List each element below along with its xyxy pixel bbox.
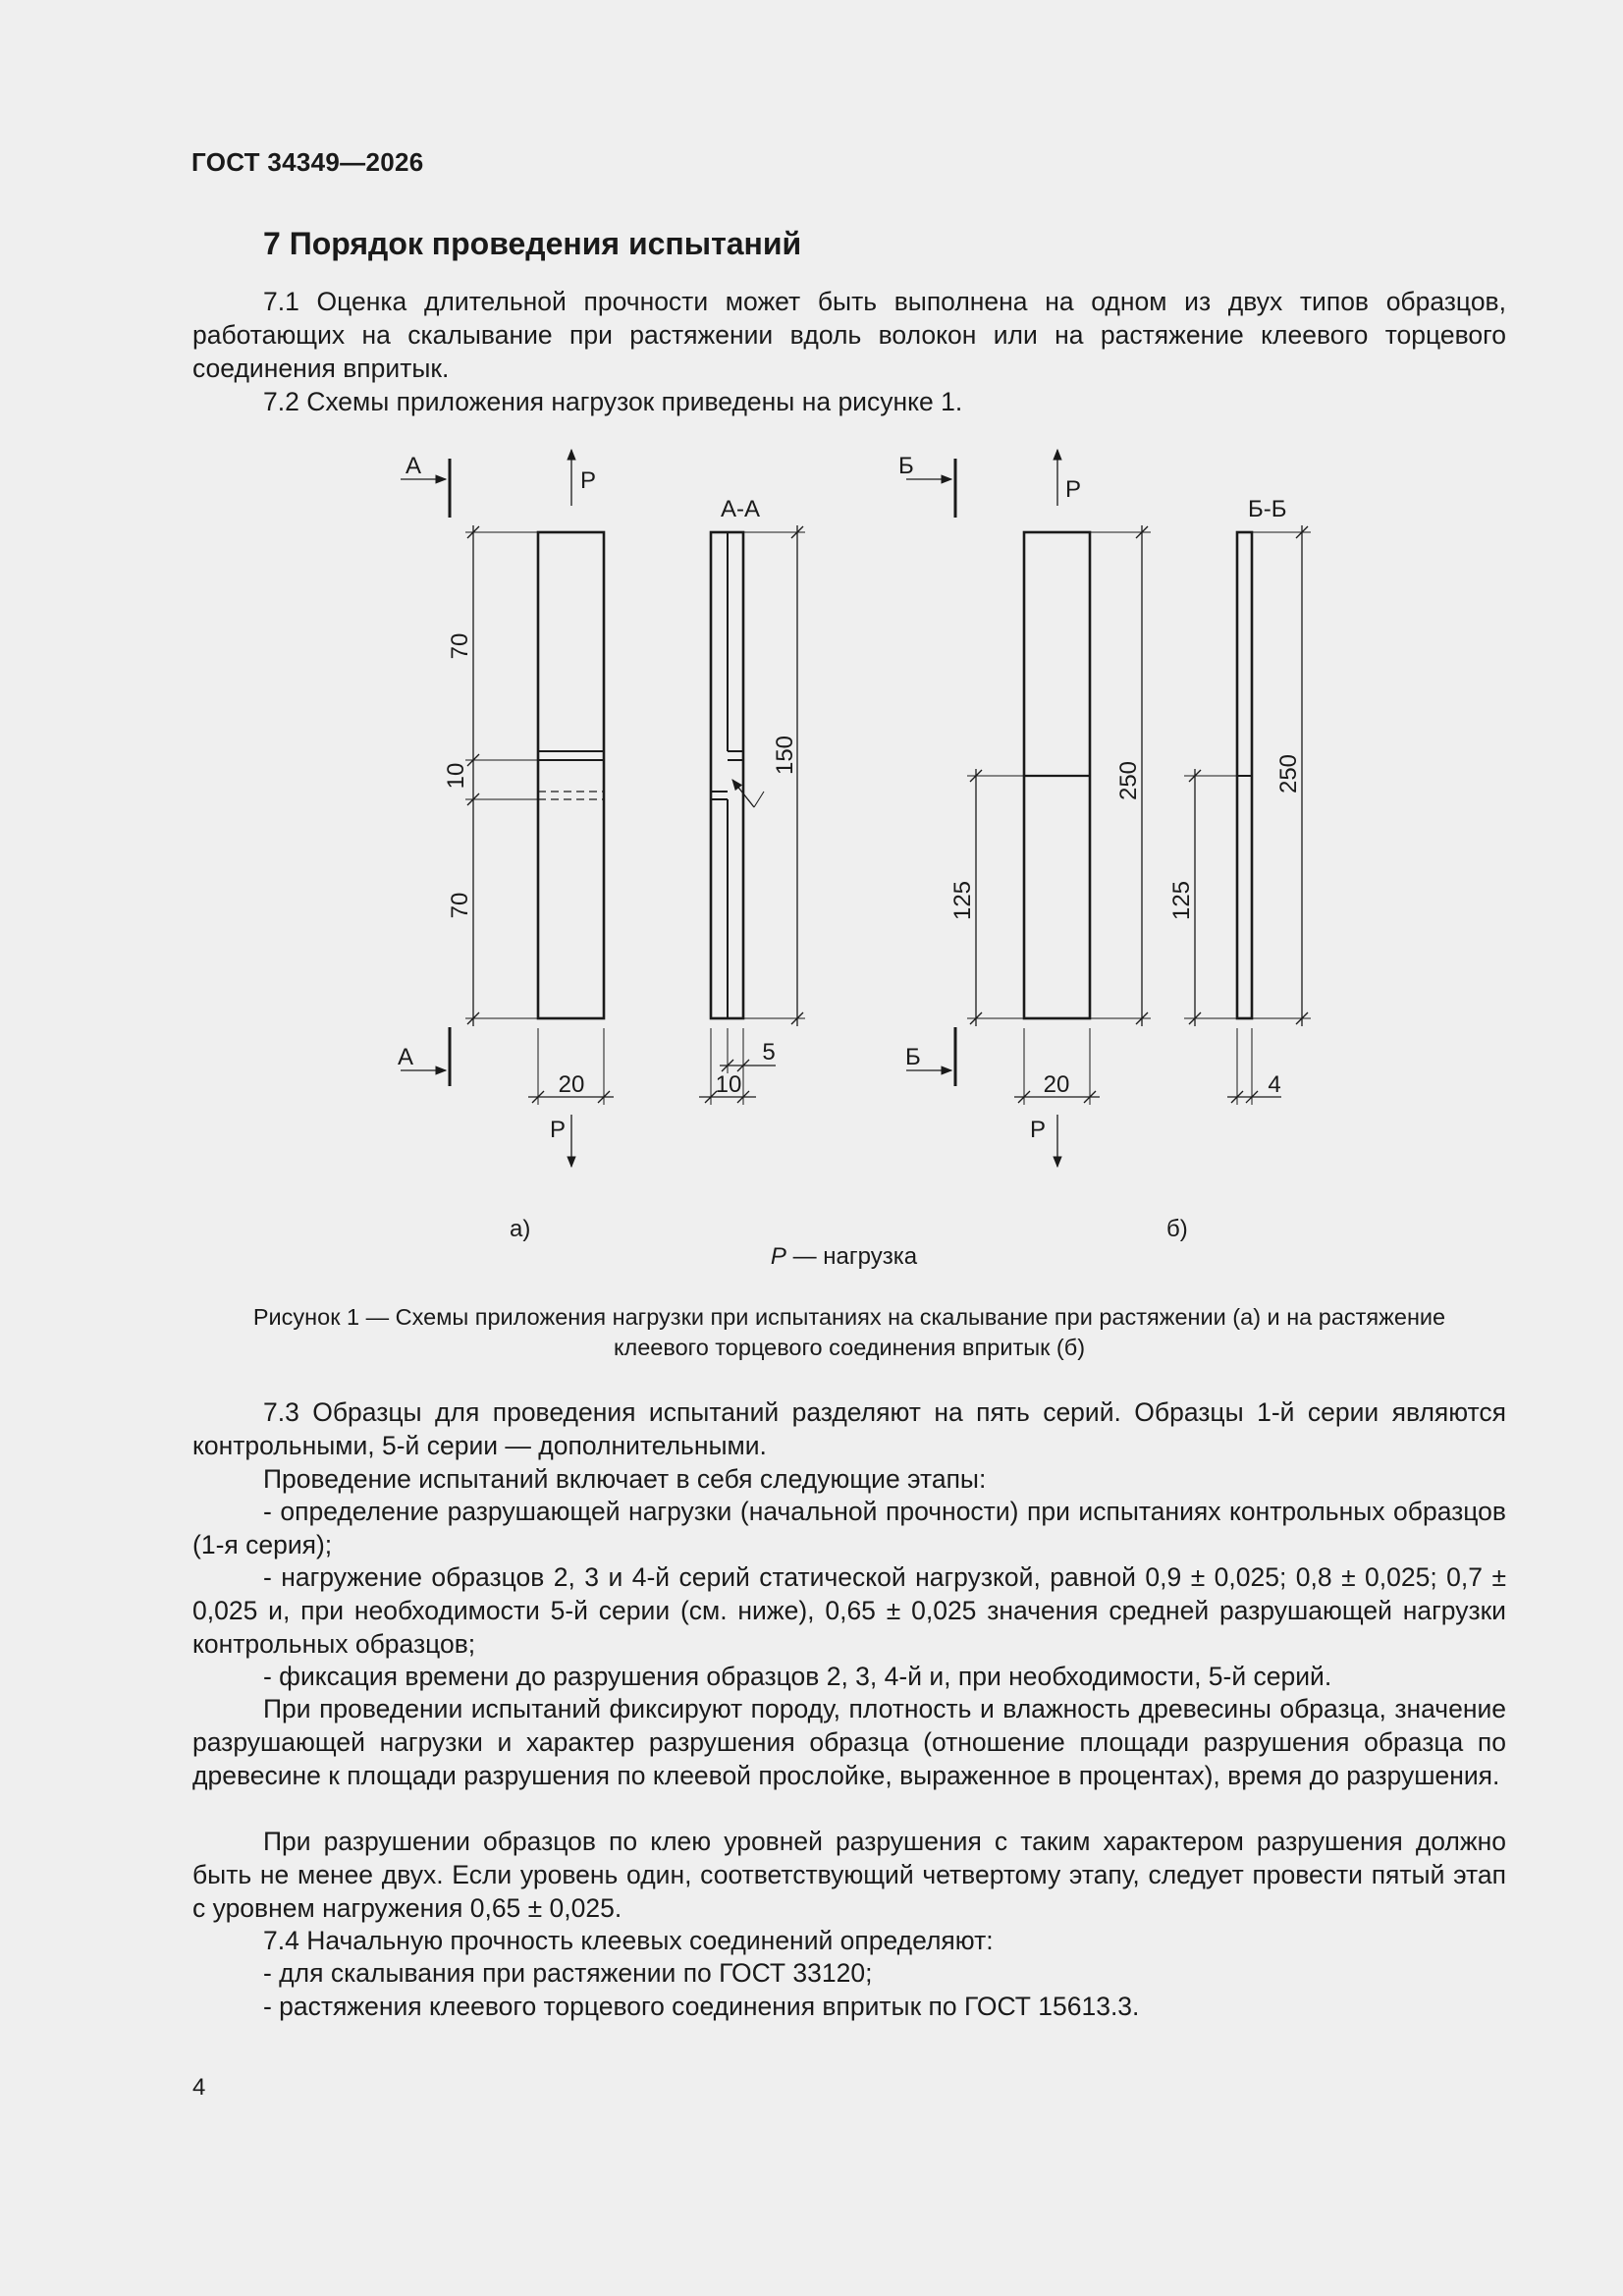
figure-caption (192, 1302, 1506, 1363)
caption-line-1: Рисунок 1 — Схемы приложения нагрузки при испытаниях на скалывание при растяжении (а) и на растяжение (252, 1304, 1446, 1330)
specimen-b-front-view (1024, 532, 1090, 1018)
figure-legend (32, 1243, 1623, 1271)
document-header: ГОСТ 34349—2026 (191, 147, 424, 177)
load-label-a-bottom: P (550, 1117, 567, 1143)
cut-label-b-bottom: Б (905, 1044, 921, 1070)
section-a-a-view (711, 532, 743, 1018)
section-b-b-view (1237, 532, 1252, 1018)
dim-20-a: 20 (558, 1071, 585, 1098)
paragraph-7-1: 7.1 Оценка длительной прочности может быть выполнена на одном из двух типов образцов, работающих на скалывание при растяжении вдоль волокон или на растяжение клеевого торцевого соединения впритык. (192, 287, 1506, 383)
specimen-a-front-view (538, 532, 604, 1018)
sub-label-a: а) (510, 1216, 531, 1242)
page-number: 4 (192, 2074, 206, 2101)
sub-label-b: б) (1166, 1216, 1188, 1242)
dim-150: 150 (772, 735, 798, 776)
legend-symbol: P (770, 1243, 786, 1270)
paragraph-7-2: 7.2 Схемы приложения нагрузок приведены на рисунке 1. (263, 387, 963, 416)
dim-250-bb: 250 (1275, 753, 1302, 794)
dim-10: 10 (443, 762, 469, 790)
section-title: 7 Порядок проведения испытаний (263, 226, 802, 261)
paragraph-stages-intro: Проведение испытаний включает в себя следующие этапы: (263, 1464, 987, 1494)
load-label-b-top: P (1065, 476, 1082, 503)
load-label-b-bottom: P (1030, 1117, 1047, 1143)
cut-label-a-bottom: А (398, 1044, 414, 1070)
dim-125-bb: 125 (1168, 880, 1195, 921)
dim-20-b: 20 (1043, 1071, 1070, 1098)
cut-label-b-top: Б (898, 453, 914, 479)
list-item-stage-2: - нагружение образцов 2, 3 и 4-й серий статической нагрузкой, равной 0,9 ± 0,025; 0,8 ± 0,025; 0,7 ± 0,025 и, при необходимости 5-й серии (см. ниже), 0,65 ± 0,025 значения средней разрушающей нагрузки контрольных образцов; (192, 1562, 1506, 1659)
paragraph-glue-failure: При разрушении образцов по клею уровней разрушения с таким характером разрушения должно быть не менее двух. Если уровень один, соответствующий четвертому этапу, следует провести пятый этап с уровнем нагружения 0,65 ± 0,025. (192, 1827, 1506, 1923)
dim-125-b: 125 (949, 880, 976, 921)
paragraph-7-3: 7.3 Образцы для проведения испытаний разделяют на пять серий. Образцы 1-й серии являются контрольными, 5-й серии — дополнительными. (192, 1397, 1506, 1460)
list-item-gost-15613: - растяжения клеевого торцевого соединения впритык по ГОСТ 15613.3. (263, 1992, 1140, 2021)
dim-4: 4 (1268, 1071, 1281, 1098)
legend-text: — нагрузка (785, 1243, 918, 1270)
list-item-gost-33120: - для скалывания при растяжении по ГОСТ 33120; (263, 1958, 873, 1988)
figure-1-load-schemes (373, 437, 1325, 1203)
paragraph-7-4: 7.4 Начальную прочность клеевых соединений определяют: (263, 1926, 994, 1955)
section-label-b-b: Б-Б (1248, 496, 1287, 522)
cut-label-a-top: А (406, 453, 422, 479)
dim-70-top: 70 (447, 632, 473, 660)
dim-5: 5 (762, 1039, 776, 1066)
paragraph-recording: При проведении испытаний фиксируют породу, плотность и влажность древесины образца, значение разрушающей нагрузки и характер разрушения образца (отношение площади разрушения образца по древесине к площади разрушения по клеевой прослойке, выраженное в процентах), время до разрушения. (192, 1694, 1506, 1790)
dim-10-bottom: 10 (715, 1071, 742, 1098)
dim-70-bottom: 70 (447, 892, 473, 919)
load-label-a-top: P (580, 467, 597, 494)
section-label-a-a: А-А (721, 496, 761, 522)
dim-250-b: 250 (1115, 760, 1142, 801)
list-item-stage-1: - определение разрушающей нагрузки (начальной прочности) при испытаниях контрольных образцов (1-я серия); (192, 1497, 1506, 1559)
caption-line-2: клеевого торцевого соединения впритык (б) (613, 1335, 1086, 1360)
list-item-stage-3: - фиксация времени до разрушения образцов 2, 3, 4-й и, при необходимости, 5-й серий. (263, 1662, 1332, 1691)
